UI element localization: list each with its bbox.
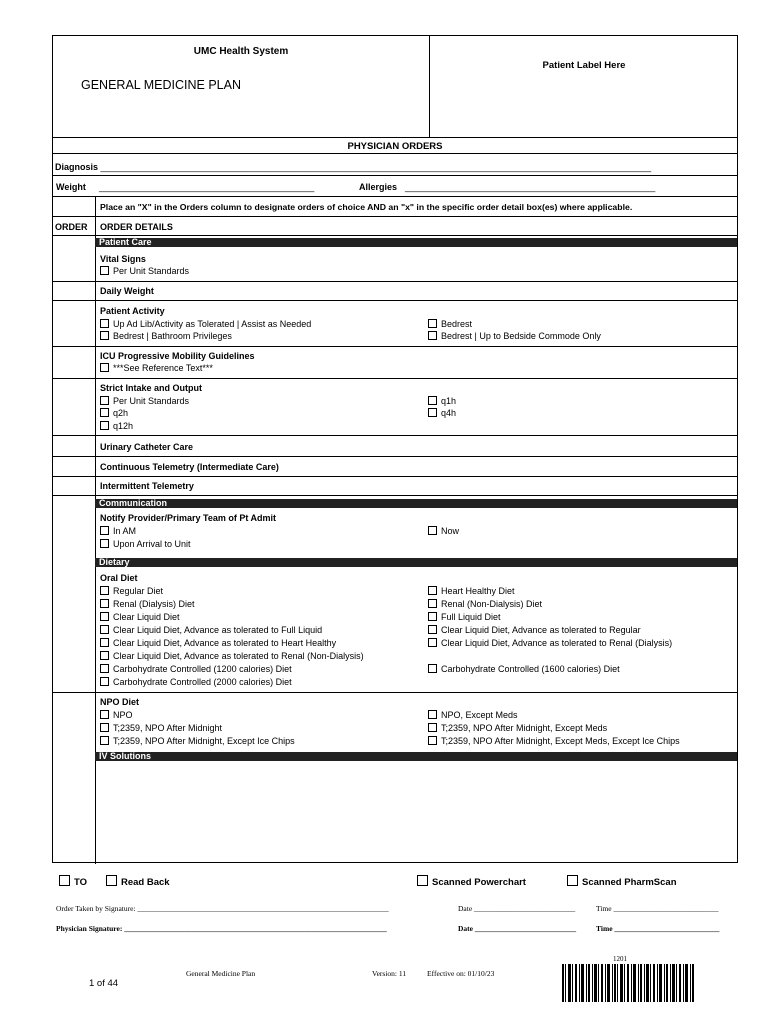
divider [53,476,737,477]
npo-title: NPO Diet [100,697,140,707]
diet-option[interactable]: Regular Diet [100,586,163,597]
checkbox[interactable] [100,539,109,548]
notify-option[interactable]: In AM [100,526,136,537]
scanned-pharmscan-option[interactable]: Scanned PharmScan [567,875,677,888]
continuous-telemetry: Continuous Telemetry (Intermediate Care) [100,462,279,472]
divider [53,153,737,154]
scanned-powerchart-option[interactable]: Scanned Powerchart [417,875,526,888]
checkbox[interactable] [567,875,578,886]
checkbox[interactable] [428,638,437,647]
intake-title: Strict Intake and Output [100,383,203,393]
vital-signs-option[interactable]: Per Unit Standards [100,266,189,277]
section-dietary: Dietary [95,558,737,567]
to-option[interactable]: TO [59,875,87,888]
checkbox[interactable] [100,677,109,686]
divider [53,378,737,379]
checkbox[interactable] [428,710,437,719]
divider [53,300,737,301]
effective-date: Effective on: 01/10/23 [427,969,495,978]
diet-option[interactable]: Renal (Dialysis) Diet [100,599,195,610]
npo-option[interactable]: T;2359, NPO After Midnight, Except Ice Chips [100,736,295,747]
weight-label: Weight [56,182,86,192]
divider [53,216,737,217]
diet-option[interactable]: Clear Liquid Diet, Advance as tolerated to Regular [428,625,641,636]
diagnosis-label: Diagnosis [55,162,99,172]
order-details-column-header: ORDER DETAILS [100,222,173,232]
document-name: General Medicine Plan [186,969,256,978]
diet-option[interactable]: Clear Liquid Diet [100,612,180,623]
notify-title: Notify Provider/Primary Team of Pt Admit [100,513,277,523]
notify-option[interactable]: Now [428,526,459,537]
checkbox[interactable] [100,319,109,328]
diet-option[interactable]: Heart Healthy Diet [428,586,515,597]
allergies-label: Allergies [359,182,398,192]
org-name: UMC Health System [193,46,289,57]
vital-signs-title: Vital Signs [100,254,146,264]
diet-option[interactable]: Carbohydrate Controlled (2000 calories) Diet [100,677,292,688]
checkbox[interactable] [428,612,437,621]
instruction-text: Place an "X" in the Orders column to designate orders of choice AND an "x" in the specific order detail box(es) where applicable. [100,202,633,212]
time-field-1[interactable]: Time ____________________________ [596,904,719,913]
diet-option[interactable]: Carbohydrate Controlled (1200 calories) Diet [100,664,292,675]
diet-option[interactable]: Clear Liquid Diet, Advance as tolerated to Full Liquid [100,625,322,636]
date-field-2[interactable]: Date ___________________________ [458,924,577,933]
barcode-number: 1201 [613,955,627,963]
activity-option[interactable]: Bedrest | Bathroom Privileges [100,331,232,342]
checkbox[interactable] [100,638,109,647]
npo-option[interactable]: T;2359, NPO After Midnight, Except Meds, Except Ice Chips [428,736,680,747]
allergies-field[interactable]: __________________________________________________ [405,182,656,192]
header-left [53,36,430,137]
intake-option[interactable]: q2h [100,408,128,419]
checkbox[interactable] [100,625,109,634]
divider [53,435,737,436]
patient-activity-title: Patient Activity [100,306,165,316]
checkbox[interactable] [100,710,109,719]
npo-option[interactable]: NPO, Except Meds [428,710,518,721]
checkbox[interactable] [100,651,109,660]
divider [53,692,737,693]
date-field-1[interactable]: Date ___________________________ [458,904,576,913]
icu-option[interactable]: ***See Reference Text*** [100,363,213,374]
read-back-option[interactable]: Read Back [106,875,170,888]
checkbox[interactable] [59,875,70,886]
checkbox[interactable] [100,408,109,417]
divider [53,137,737,138]
checkbox[interactable] [428,319,437,328]
checkbox[interactable] [100,612,109,621]
activity-option[interactable]: Bedrest [428,319,472,330]
checkbox[interactable] [428,664,437,673]
diet-option[interactable]: Renal (Non-Dialysis) Diet [428,599,542,610]
order-form [52,35,738,863]
checkbox[interactable] [100,723,109,732]
intake-option[interactable]: q12h [100,421,133,432]
divider [53,175,737,176]
npo-option[interactable]: T;2359, NPO After Midnight [100,723,222,734]
checkbox[interactable] [428,625,437,634]
urinary-catheter-care: Urinary Catheter Care [100,442,194,452]
icu-title: ICU Progressive Mobility Guidelines [100,351,255,361]
diagnosis-field[interactable]: Diagnosis ______________________________________________________________________________________________________________ [55,162,652,172]
checkbox[interactable] [428,599,437,608]
checkbox[interactable] [100,586,109,595]
checkbox[interactable] [100,736,109,745]
npo-option[interactable]: T;2359, NPO After Midnight, Except Meds [428,723,607,734]
section-iv-solutions: IV Solutions [95,752,737,761]
plan-title: GENERAL MEDICINE PLAN [81,78,241,92]
patient-label: Patient Label Here [542,60,626,71]
intake-option[interactable]: q1h [428,396,456,407]
weight-field[interactable]: ___________________________________________ [99,182,315,192]
checkbox[interactable] [428,723,437,732]
time-field-2[interactable]: Time ____________________________ [596,924,720,933]
divider [53,456,737,457]
checkbox[interactable] [428,526,437,535]
checkbox[interactable] [100,396,109,405]
physician-orders-title: PHYSICIAN ORDERS [347,141,443,152]
activity-option[interactable]: Up Ad Lib/Activity as Tolerated | Assist as Needed [100,319,311,330]
checkbox[interactable] [100,526,109,535]
checkbox[interactable] [100,421,109,430]
diet-option[interactable]: Clear Liquid Diet, Advance as tolerated to Renal (Non-Dialysis) [100,651,364,662]
barcode-icon [562,964,694,1002]
checkbox[interactable] [428,736,437,745]
order-column-header: ORDER [55,222,88,232]
page-number: 1 of 44 [89,978,119,989]
checkbox[interactable] [100,363,109,372]
section-patient-care: Patient Care [95,238,737,247]
checkbox[interactable] [428,408,437,417]
divider [53,495,737,496]
checkbox[interactable] [106,875,117,886]
checkbox[interactable] [417,875,428,886]
npo-option[interactable]: NPO [100,710,133,721]
checkbox[interactable] [428,396,437,405]
daily-weight: Daily Weight [100,286,154,296]
oral-diet-title: Oral Diet [100,573,138,583]
diet-option[interactable]: Full Liquid Diet [428,612,501,623]
notify-option[interactable]: Upon Arrival to Unit [100,539,191,550]
intake-option[interactable]: q4h [428,408,456,419]
version: Version: 11 [372,969,407,978]
divider [53,235,737,236]
intake-option[interactable]: Per Unit Standards [100,396,189,407]
iv-solutions-area[interactable] [96,762,737,862]
section-communication: Communication [95,499,737,508]
checkbox[interactable] [428,586,437,595]
checkbox[interactable] [100,664,109,673]
checkbox[interactable] [100,599,109,608]
diet-option[interactable]: Clear Liquid Diet, Advance as tolerated to Heart Healthy [100,638,336,649]
divider [53,346,737,347]
diet-option[interactable]: Clear Liquid Diet, Advance as tolerated to Renal (Dialysis) [428,638,672,649]
checkbox[interactable] [100,331,109,340]
order-taken-signature[interactable]: Order Taken by Signature: ___________________________________________________________________ [56,904,389,913]
checkbox[interactable] [428,331,437,340]
intermittent-telemetry: Intermittent Telemetry [100,481,194,491]
activity-option[interactable]: Bedrest | Up to Bedside Commode Only [428,331,601,342]
diet-option[interactable]: Carbohydrate Controlled (1600 calories) Diet [428,664,620,675]
checkbox[interactable] [100,266,109,275]
divider [53,281,737,282]
divider [53,196,737,197]
physician-signature[interactable]: Physician Signature: ______________________________________________________________________ [56,924,387,933]
